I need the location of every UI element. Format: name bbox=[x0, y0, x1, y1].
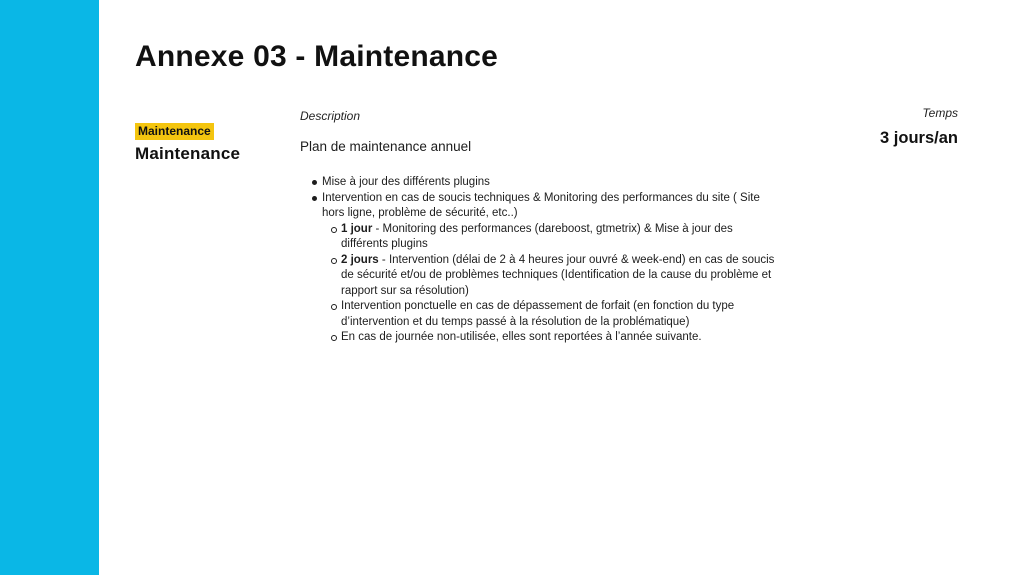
list-item-text: Mise à jour des différents plugins bbox=[322, 176, 490, 189]
description-label: Description bbox=[300, 109, 361, 124]
sub-list-item-text bbox=[341, 253, 778, 300]
time-value: 3 jours/an bbox=[880, 129, 958, 148]
sub-list-item-text bbox=[341, 299, 778, 330]
left-accent-bar bbox=[0, 0, 99, 575]
sub-list-item-text bbox=[341, 330, 778, 346]
list-item bbox=[300, 175, 778, 191]
row-name: Maintenance bbox=[135, 144, 241, 164]
time-column bbox=[778, 94, 1024, 346]
sub-list-item bbox=[300, 253, 778, 300]
disc-bullet-icon bbox=[307, 191, 322, 201]
circle-bullet-icon bbox=[327, 222, 341, 233]
row-label-column bbox=[135, 94, 300, 346]
circle-bullet-icon bbox=[327, 330, 341, 341]
list-item-text: Intervention en cas de soucis techniques & Monitoring des performances du site ( Site hors ligne, problème de sécurité, etc..) bbox=[322, 191, 760, 220]
sub-item-rest: En cas de journée non-utilisée, elles sont reportées à l’année suivante. bbox=[341, 331, 702, 344]
sub-item-rest: - Monitoring des performances (dareboost, gtmetrix) & Mise à jour des différents plugins bbox=[341, 222, 733, 251]
sub-list-item bbox=[300, 299, 778, 330]
description-column bbox=[300, 94, 778, 346]
maintenance-tag: Maintenance bbox=[135, 123, 214, 140]
sub-list-item bbox=[300, 222, 778, 253]
sub-item-rest: - Intervention (délai de 2 à 4 heures jour ouvré & week-end) en cas de soucis de sécurité et/ou de problèmes techniques (Identification de la cause du problème et rapport sur sa résolution) bbox=[341, 253, 775, 297]
sub-list-item bbox=[300, 330, 778, 346]
circle-bullet-icon bbox=[327, 253, 341, 264]
description-title: Plan de maintenance annuel bbox=[300, 139, 472, 155]
sub-bullet-list bbox=[300, 222, 778, 346]
page-title: Annexe 03 - Maintenance bbox=[135, 40, 499, 73]
content-area bbox=[135, 0, 1024, 346]
sub-item-rest: Intervention ponctuelle en cas de dépassement de forfait (en fonction du type d’intervention et du temps passé à la résolution de la problématique) bbox=[341, 300, 735, 328]
list-item bbox=[300, 191, 778, 222]
sub-list-item-text bbox=[341, 222, 778, 253]
maintenance-row bbox=[135, 94, 1024, 346]
bullet-list bbox=[300, 175, 778, 222]
sub-item-bold: 1 jour bbox=[341, 222, 373, 235]
time-label: Temps bbox=[922, 106, 958, 121]
circle-bullet-icon bbox=[327, 299, 341, 310]
disc-bullet-icon bbox=[307, 175, 322, 185]
sub-item-bold: 2 jours bbox=[341, 253, 379, 266]
